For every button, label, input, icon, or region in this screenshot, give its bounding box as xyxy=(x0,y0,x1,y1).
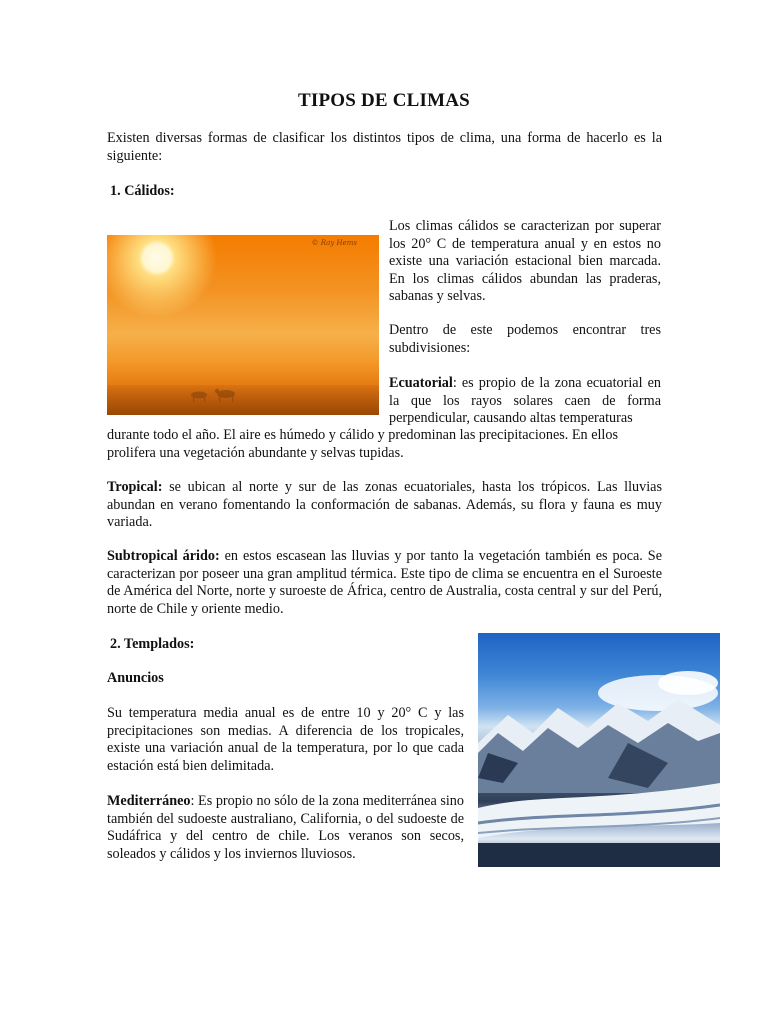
mediterraneo-term: Mediterráneo xyxy=(107,793,191,809)
ecuatorial-term: Ecuatorial xyxy=(389,375,453,391)
ads-label: Anuncios xyxy=(107,670,164,686)
section-heading-calidos: 1. Cálidos: xyxy=(110,183,175,199)
tropical-text: se ubican al norte y sur de las zonas ecuatoriales, hasta los trópicos. Las lluvias abundan en verano fomentando la conformación de sabanas. Además, su flora y fauna es muy variada. xyxy=(107,479,662,530)
templados-paragraph-1: Su temperatura media anual es de entre 10 y 20° C y las precipitaciones son medias. A diferencia de los tropicales, existe una variación anual de la temperatura, por lo que cada estación está bien delimitada. xyxy=(107,705,464,774)
sunset-image xyxy=(107,235,379,415)
ecuatorial-text-a: : es propio de la zona ecuatorial en la que los rayos solares caen de forma perpendicular, causando altas temperaturas xyxy=(389,375,661,426)
page-title: TIPOS DE CLIMAS xyxy=(298,90,470,111)
calidos-paragraph-1: Los climas cálidos se caracterizan por superar los 20° C de temperatura anual y en estos no existe una variación estacional bien marcada. En los climas cálidos abundan las praderas, sabanas y selvas. xyxy=(389,218,661,304)
ecuatorial-paragraph-top xyxy=(389,375,661,428)
subtropical-paragraph xyxy=(107,548,662,618)
section-heading-templados: 2. Templados: xyxy=(110,636,195,652)
intro-paragraph: Existen diversas formas de clasificar los distintos tipos de clima, una forma de hacerlo es la siguiente: xyxy=(107,130,662,164)
calidos-paragraph-2: Dentro de este podemos encontrar tres subdivisiones: xyxy=(389,322,661,356)
subtropical-term: Subtropical árido: xyxy=(107,548,220,564)
subtropical-text: en estos escasean las lluvias y por tanto la vegetación también es poca. Se caracterizan por poseer una gran amplitud térmica. Este tipo de clima se encuentra en el Suroeste de América del Norte, norte y suroeste de África, centro de Australia, costa central y sur del Perú, norte de Chile y oriente medio. xyxy=(107,548,662,617)
mediterraneo-text: : Es propio no sólo de la zona mediterránea sino también del sudoeste australiano, California, o del sudoeste de Sudáfrica y del centro de chile. Los veranos son secos, soleados y cálidos y los inviernos lluviosos. xyxy=(107,793,464,862)
glacier-image xyxy=(478,633,720,867)
mediterraneo-paragraph xyxy=(107,793,464,863)
ecuatorial-paragraph-bottom: durante todo el año. El aire es húmedo y cálido y predominan las precipitaciones. En ellos prolifera una vegetación abundante y selvas tupidas. xyxy=(107,427,618,461)
tropical-paragraph xyxy=(107,479,662,532)
glacier-landscape xyxy=(478,633,720,867)
horizon-band xyxy=(107,385,379,415)
tropical-term: Tropical: xyxy=(107,479,163,495)
image-watermark: © Ray Hems xyxy=(311,239,357,247)
